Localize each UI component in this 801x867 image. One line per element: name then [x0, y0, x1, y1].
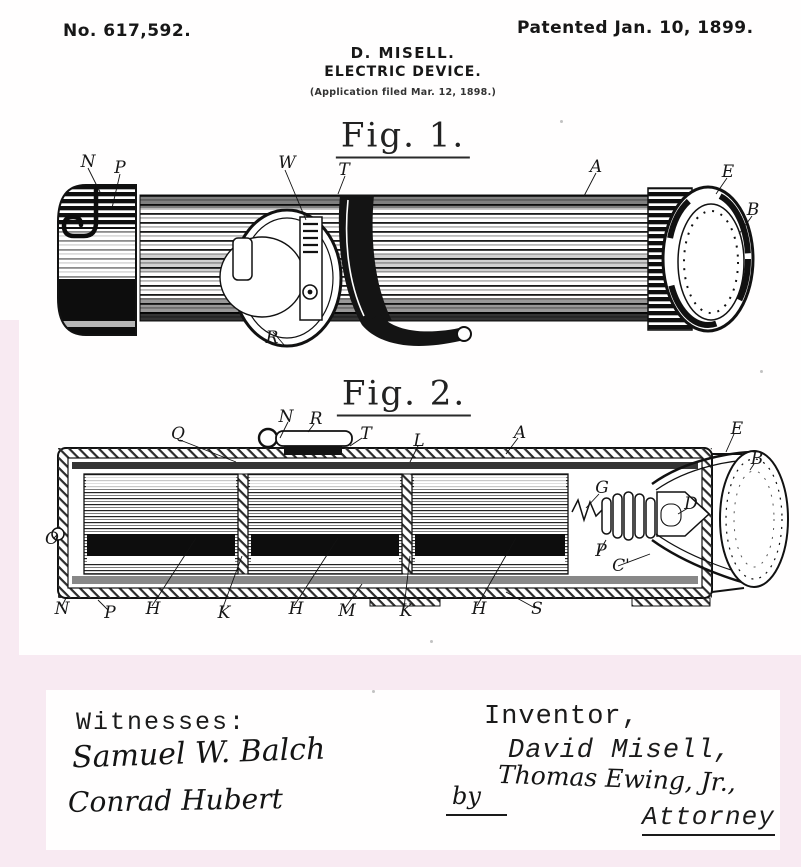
fig1-caption: Fig. 1. [336, 116, 470, 159]
fig2-label-S: S [531, 599, 543, 619]
fig2-label-L: L [413, 431, 425, 451]
attorney-signature: Thomas Ewing, Jr., [497, 759, 737, 798]
fig1-label-A: A [589, 157, 603, 177]
patent-number: No. 617,592. [63, 21, 192, 41]
witness-signature-1: Samuel W. Balch [71, 731, 326, 776]
fig2-label-K: K [217, 603, 231, 623]
fig2-label-C': C' [612, 556, 630, 576]
fig2-label-T: T [360, 424, 372, 444]
fig1-lens-cap [648, 187, 753, 331]
fig2-label-Q: Q [171, 424, 185, 444]
signature-sheet [46, 690, 780, 850]
page-margin-strip [0, 320, 19, 655]
fig1-drawing [40, 150, 780, 370]
fig2-label-G: G [595, 478, 609, 498]
fig2-end-contact [52, 528, 64, 540]
fig2-label-B: B [750, 449, 764, 469]
fig2-label-E: E [730, 419, 744, 439]
fig2-label-N: N [54, 599, 70, 619]
fig2-label-D: D [684, 494, 698, 514]
fig2-label-P: P [595, 541, 607, 561]
by-label: by [446, 782, 507, 816]
fig1-label-N: N [80, 152, 96, 172]
invention-title: ELECTRIC DEVICE. [324, 64, 482, 80]
fig2-bulb-base [602, 492, 655, 540]
fig2-lining [72, 462, 698, 469]
fig2-label-H: H [471, 599, 487, 619]
fig2-label-A: A [513, 423, 527, 443]
attorney-title: Attorney [642, 802, 775, 836]
fig2-caption: Fig. 2. [337, 374, 471, 417]
inventor-name: David Misell, [508, 736, 732, 766]
scan-speck [430, 640, 433, 643]
fig2-label-M: M [338, 601, 356, 621]
fig2-label-P: P [104, 603, 116, 623]
witness-signature-2: Conrad Hubert [67, 782, 284, 819]
application-note: (Application filed Mar. 12, 1898.) [309, 87, 497, 98]
fig2-label-K: K [399, 601, 413, 621]
fig2-label-H: H [145, 599, 161, 619]
fig2-label-O: O [45, 529, 59, 549]
fig2-label-N: N [278, 407, 294, 427]
fig1-label-R: R [265, 328, 279, 348]
fig1-label-B: B [746, 200, 760, 220]
applicant-name: D. MISELL. [350, 44, 456, 62]
inventor-heading: Inventor, [484, 702, 639, 732]
fig1-body-cylinder [140, 195, 648, 321]
fig2-label-R: R [309, 409, 323, 429]
fig2-partition [238, 474, 248, 574]
patent-date: Patented Jan. 10, 1899. [517, 18, 754, 38]
fig1-label-E: E [721, 162, 735, 182]
fig2-drawing [40, 408, 790, 633]
fig2-partition [402, 474, 412, 574]
fig1-left-cap [58, 185, 136, 335]
witnesses-heading: Witnesses: [76, 708, 247, 737]
scan-speck [760, 370, 763, 373]
fig1-label-T: T [338, 160, 350, 180]
scan-speck [372, 690, 375, 693]
fig1-label-P: P [114, 158, 126, 178]
fig2-battery-cells [84, 474, 568, 574]
scan-speck [560, 120, 563, 123]
fig1-switch-lever [300, 217, 322, 320]
fig1-label-W: W [278, 153, 296, 173]
fig2-label-H: H [288, 599, 304, 619]
